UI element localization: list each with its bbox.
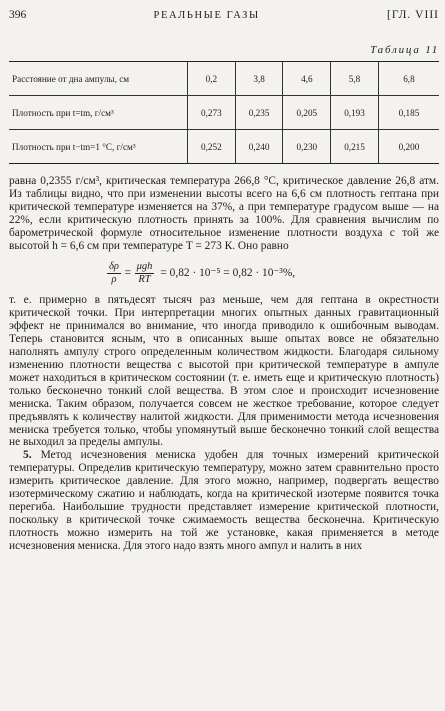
fraction-denominator: ρ <box>111 273 117 285</box>
paragraph: равна 0,2355 г/см³, критическая температура 266,8 °С, критическое давление 26,8 атм. Из таблицы видно, что при изменении высоты всего на 6,6 см плотность гептана при критической температуре изменяется на 37%, а при температуре градусом выше — на 22%, если критическую плотность принять за 100%. Для сравнения вычислим по барометрической формуле относительное изменение плотности воздуха с той же высотой h = 6,6 см при температуре T = 273 К. Оно равно <box>9 175 439 252</box>
body-text <box>9 175 439 553</box>
table-cell: 5,8 <box>331 62 379 96</box>
table-cell: 4,6 <box>283 62 331 96</box>
table-cell: 0,235 <box>235 96 283 130</box>
paragraph-text: Метод исчезновения мениска удобен для точных измерений критической температуры. Определив критическую температуру, можно затем сравнительно просто измерить критическое давление. Для этого можно, например, подвергать вещество изотермическому сжатию и наблюдать, когда на критической изотерме появится точка перегиба. Наибольшие трудности представляет измерение критической плотности, поскольку в критической точке сжимаемость вещества бесконечна. Критическую плотность можно измерить на той же установке, какая применяется в методе исчезновения мениска. Для этого надо взять много ампул и налить в них <box>9 449 439 552</box>
equals-sign: = <box>123 266 132 279</box>
row-label: Расстояние от дна ампулы, см <box>9 62 188 96</box>
table-row <box>9 96 439 130</box>
table-cell: 0,185 <box>378 96 439 130</box>
paragraph: т. е. примерно в пятьдесят тысяч раз меньше, чем для гептана в окрестности критической точки. При интерпретации многих опытных данных гравитационный эффект не принимался во внимание, что иногда приводило к ошибочным выводам. Теперь становится ясным, что в описанных выше опытах вовсе не обязательно наполнять ампулу строго определенным количеством жидкости. Благодаря сильному изменению плотности вещества с высотой при критической температуре в ампуле может находиться в критическом состоянии (т. е. иметь еще и критическую плотность) только бесконечно тонкий слой вещества. В этом слое и происходит исчезновение мениска. Таким образом, получается совсем не жесткое требование, которое следует предъявлять к количеству налитой жидкости. Для применимости метода исчезновения мениска требуется только, чтобы упомянутый выше бесконечно тонкий слой вещества не выходил за пределы ампулы. <box>9 294 439 449</box>
table-cell: 0,200 <box>378 130 439 164</box>
chapter-label: [ГЛ. VIII <box>387 9 439 21</box>
fraction-numerator: δρ <box>109 260 119 272</box>
fraction-denominator: RT <box>138 273 151 285</box>
table-cell: 0,252 <box>188 130 236 164</box>
running-title: РЕАЛЬНЫЕ ГАЗЫ <box>153 10 260 21</box>
table-cell: 0,230 <box>283 130 331 164</box>
row-label: Плотность при t−tm=1 °C, г/см³ <box>9 130 188 164</box>
fraction <box>107 261 121 286</box>
fraction <box>135 261 155 286</box>
page-number: 396 <box>9 9 27 21</box>
table-cell: 3,8 <box>235 62 283 96</box>
table-cell: 0,193 <box>331 96 379 130</box>
table-row <box>9 130 439 164</box>
item-number: 5. <box>23 449 32 462</box>
table-cell: 0,2 <box>188 62 236 96</box>
page <box>9 6 439 553</box>
table-cell: 0,240 <box>235 130 283 164</box>
formula <box>104 258 439 288</box>
paragraph <box>9 449 439 552</box>
table-cell: 6,8 <box>378 62 439 96</box>
formula-result: = 0,82 · 10⁻⁵ = 0,82 · 10⁻³%, <box>160 266 296 279</box>
row-label: Плотность при t=tm, г/см³ <box>9 96 188 130</box>
running-head <box>9 6 439 24</box>
table-cell: 0,215 <box>331 130 379 164</box>
table-cell: 0,273 <box>188 96 236 130</box>
table-cell: 0,205 <box>283 96 331 130</box>
data-table <box>9 61 439 164</box>
table-caption: Таблица 11 <box>370 44 439 56</box>
fraction-numerator: μgh <box>136 260 153 272</box>
table-row <box>9 62 439 96</box>
